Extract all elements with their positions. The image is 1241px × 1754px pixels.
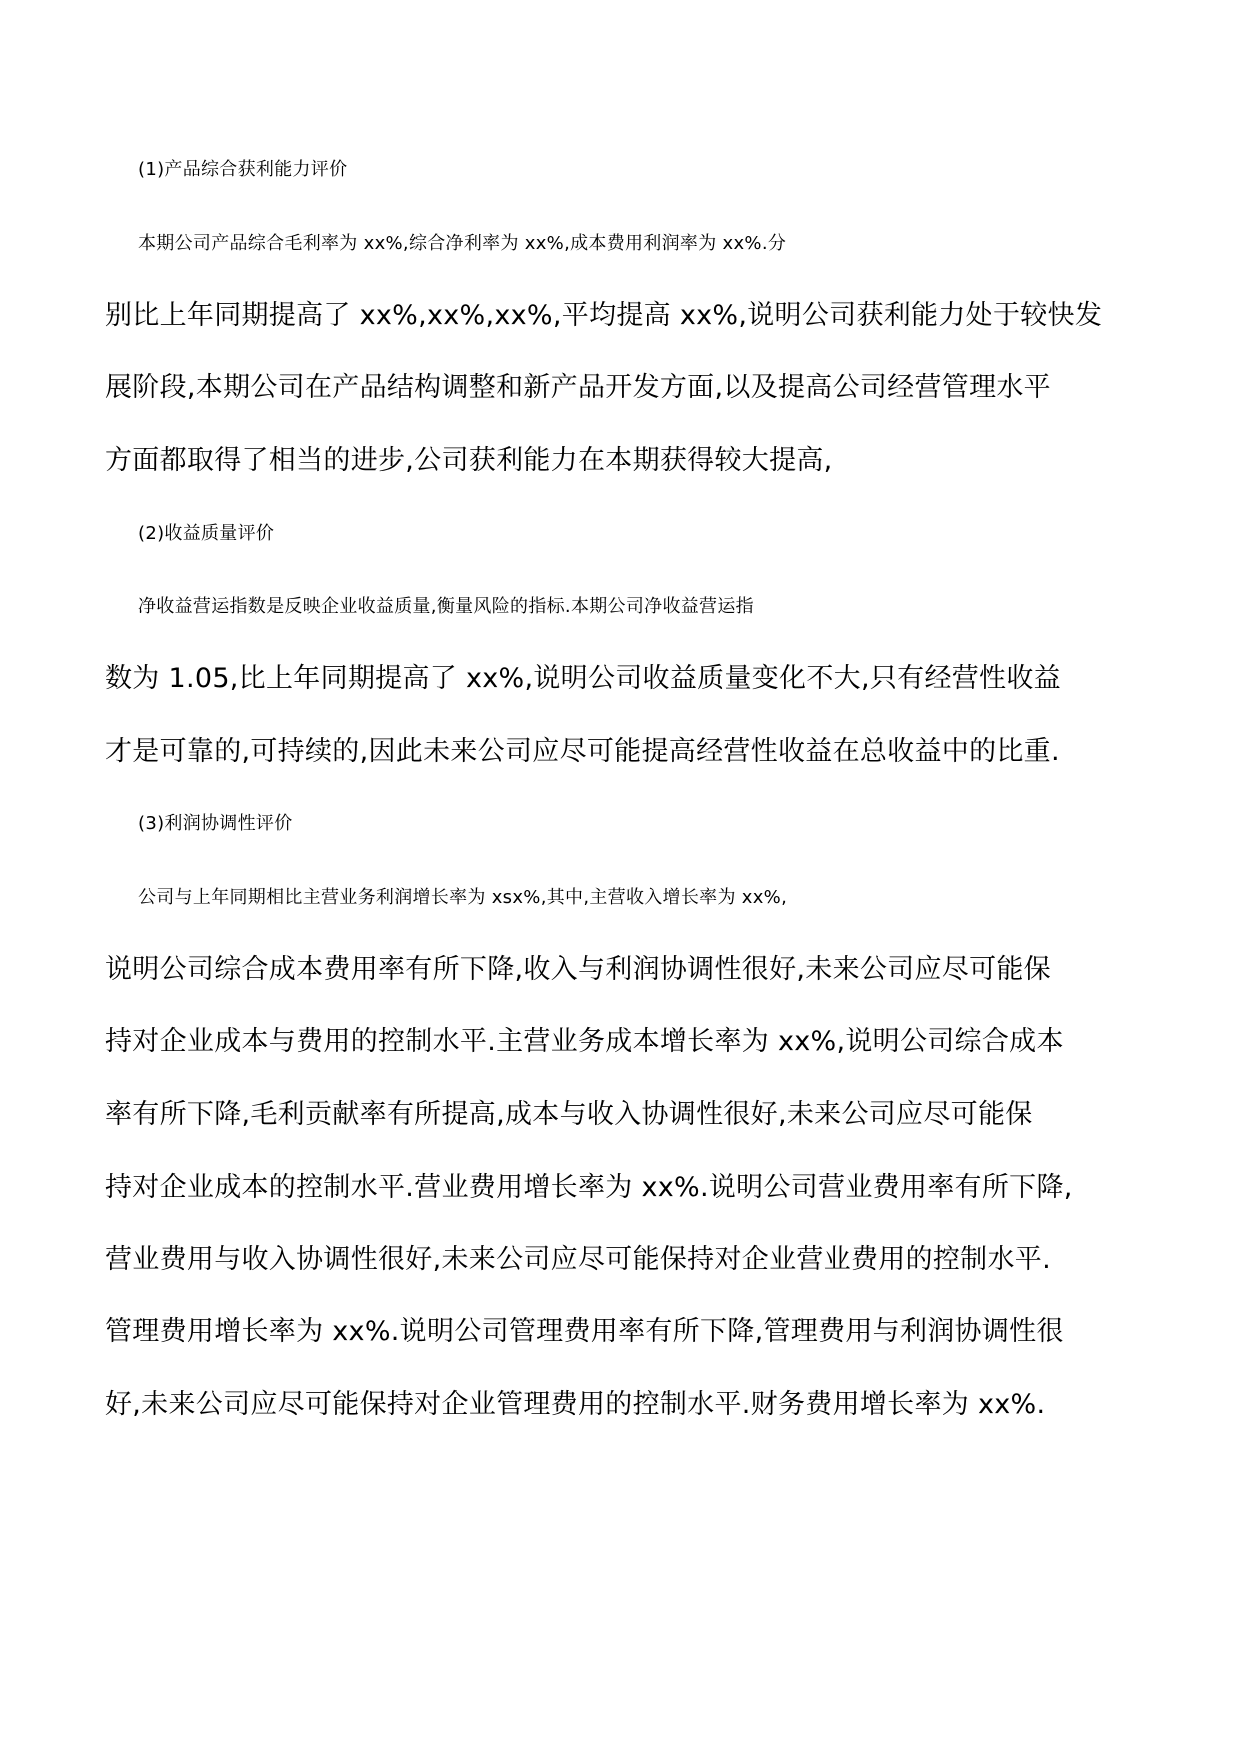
paragraph-3-line-4: 率有所下降,毛利贡献率有所提高,成本与收入协调性很好,未来公司应尽可能保 [105, 1099, 1033, 1130]
paragraph-1-line-1: 本期公司产品综合毛利率为 xx%,综合净利率为 xx%,成本费用利润率为 xx%.分 [138, 233, 787, 254]
paragraph-1-line-2: 别比上年同期提高了 xx%,xx%,xx%,平均提高 xx%,说明公司获利能力处于较快发 [105, 300, 1103, 331]
paragraph-1-line-3: 展阶段,本期公司在产品结构调整和新产品开发方面,以及提高公司经营管理水平 [105, 372, 1051, 403]
paragraph-3-line-5: 持对企业成本的控制水平.营业费用增长率为 xx%.说明公司营业费用率有所下降, [105, 1172, 1073, 1203]
paragraph-2-line-3: 才是可靠的,可持续的,因此未来公司应尽可能提高经营性收益在总收益中的比重. [105, 736, 1060, 767]
paragraph-3-line-3: 持对企业成本与费用的控制水平.主营业务成本增长率为 xx%,说明公司综合成本 [105, 1026, 1064, 1057]
section-heading-1: (1)产品综合获利能力评价 [138, 159, 348, 180]
paragraph-2-line-2: 数为 1.05,比上年同期提高了 xx%,说明公司收益质量变化不大,只有经营性收益 [105, 663, 1061, 694]
paragraph-3-line-6: 营业费用与收入协调性很好,未来公司应尽可能保持对企业营业费用的控制水平. [105, 1244, 1051, 1275]
paragraph-2-line-1: 净收益营运指数是反映企业收益质量,衡量风险的指标.本期公司净收益营运指 [138, 596, 754, 617]
paragraph-3-line-7: 管理费用增长率为 xx%.说明公司管理费用率有所下降,管理费用与利润协调性很 [105, 1316, 1064, 1347]
paragraph-3-line-2: 说明公司综合成本费用率有所下降,收入与利润协调性很好,未来公司应尽可能保 [105, 954, 1051, 985]
paragraph-3-line-8: 好,未来公司应尽可能保持对企业管理费用的控制水平.财务费用增长率为 xx%. [105, 1389, 1046, 1420]
section-heading-3: (3)利润协调性评价 [138, 813, 293, 834]
paragraph-1-line-4: 方面都取得了相当的进步,公司获利能力在本期获得较大提高, [105, 445, 833, 476]
paragraph-3-line-1: 公司与上年同期相比主营业务利润增长率为 xsx%,其中,主营收入增长率为 xx%, [138, 887, 788, 908]
section-heading-2: (2)收益质量评价 [138, 523, 275, 544]
